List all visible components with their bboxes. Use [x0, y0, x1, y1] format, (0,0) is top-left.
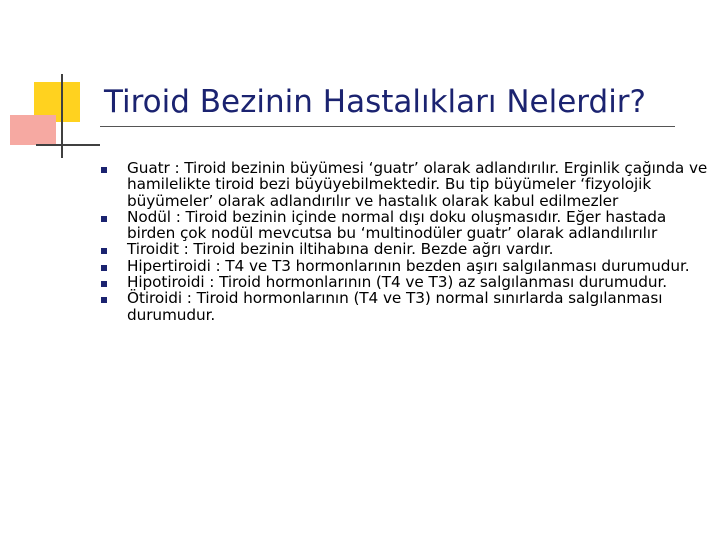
list-item [100, 274, 710, 290]
bullet-text-hipertiroidi: Hipertiroidi : T4 ve T3 hormonlarının bezden aşırı salgılanması durumudur. [127, 256, 690, 275]
square-bullet-icon [101, 216, 107, 222]
decorative-logo [0, 0, 120, 170]
list-item [100, 290, 710, 323]
list-item [100, 258, 710, 274]
bullet-text-guatr: Guatr : Tiroid bezinin büyümesi ‘guatr’ olarak adlandırılır. Erginlik çağında ve hamilelikte tiroid bezi büyüyebilmektedir. Bu tip büyümeler ‘fizyolojik büyümeler’ olarak adlandırılır ve hastalık olarak kabul edilmezler [127, 159, 708, 210]
slide-title: Tiroid Bezinin Hastalıkları Nelerdir? [104, 84, 647, 120]
bullet-text-nodul: Nodül : Tiroid bezinin içinde normal dışı doku oluşmasıdır. Eğer hastada birden çok nodül mevcutsa bu ‘multinodüler guatr’ olarak adlandılırılır [127, 207, 667, 243]
list-item [100, 160, 710, 209]
bullet-text-hipotiroidi: Hipotiroidi : Tiroid hormonlarının (T4 ve T3) az salgılanması durumudur. [127, 273, 667, 292]
list-item [100, 241, 710, 257]
bullet-list [100, 160, 710, 323]
horizontal-line-decoration [36, 144, 100, 146]
square-bullet-icon [101, 265, 107, 271]
square-bullet-icon [101, 167, 107, 173]
bullet-text-tiroidit: Tiroidit : Tiroid bezinin iltihabına denir. Bezde ağrı vardır. [127, 240, 554, 259]
square-bullet-icon [101, 248, 107, 254]
list-item [100, 209, 710, 242]
pink-square-decoration [10, 115, 56, 145]
square-bullet-icon [101, 281, 107, 287]
square-bullet-icon [101, 297, 107, 303]
bullet-text-otiroidi: Ötiroidi : Tiroid hormonlarının (T4 ve T3) normal sınırlarda salgılanması durumudur. [127, 289, 663, 324]
title-underline [100, 126, 675, 127]
